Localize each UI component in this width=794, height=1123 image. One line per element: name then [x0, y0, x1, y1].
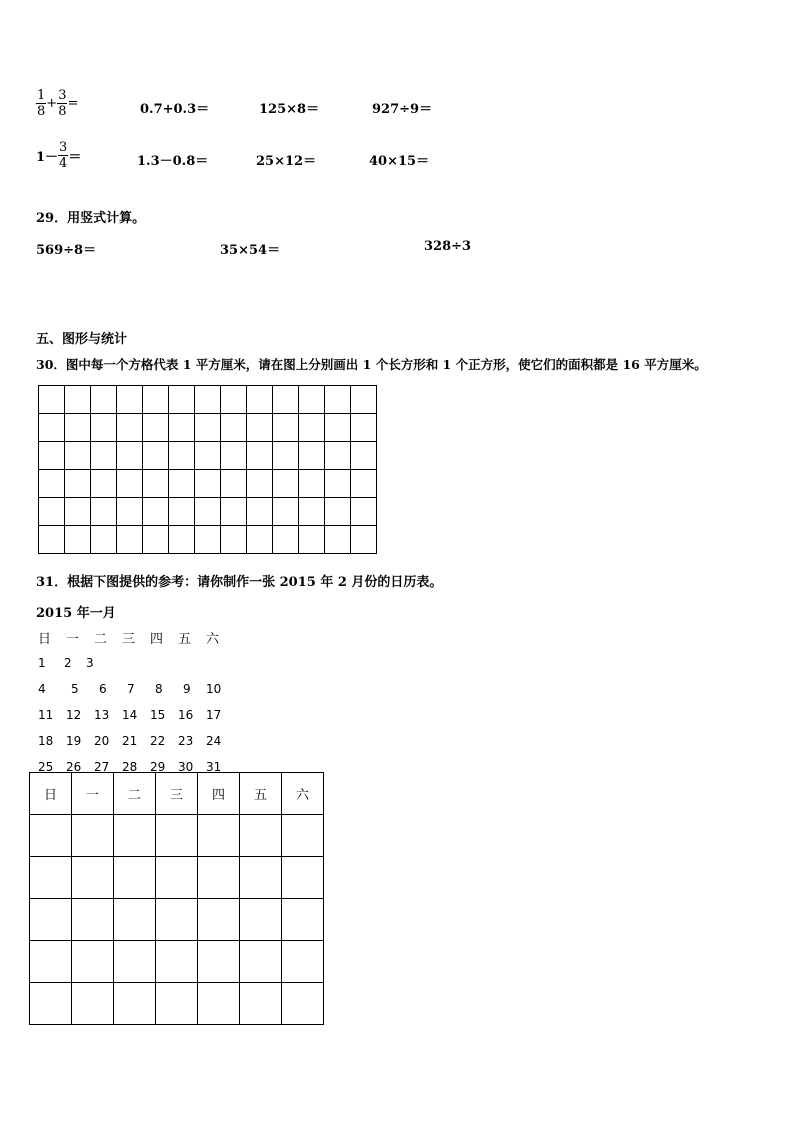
calendar-date-cell[interactable] [282, 941, 324, 983]
reference-date: 2 [64, 656, 72, 670]
grid-cell[interactable] [39, 414, 65, 442]
grid-cell[interactable] [65, 414, 91, 442]
grid-cell[interactable] [117, 470, 143, 498]
whole-number: 1－ [36, 150, 59, 165]
grid-cell[interactable] [325, 498, 351, 526]
calendar-weekday-cell: 六 [282, 773, 324, 815]
grid-row [39, 386, 377, 414]
grid-cell[interactable] [351, 470, 377, 498]
reference-weekday: 二 [94, 632, 108, 647]
calendar-row [30, 857, 324, 899]
grid-cell[interactable] [273, 414, 299, 442]
grid-cell[interactable] [299, 526, 325, 554]
grid-cell[interactable] [299, 414, 325, 442]
reference-date: 13 [94, 708, 110, 722]
reference-date: 22 [150, 734, 166, 748]
section-title: 五、图形与统计 [36, 332, 128, 347]
calc-row-2 [36, 140, 81, 171]
calendar-reference-title: 2015 年一月 [36, 606, 116, 621]
calendar-date-cell[interactable] [240, 941, 282, 983]
grid-cell[interactable] [221, 470, 247, 498]
grid-cell[interactable] [91, 386, 117, 414]
grid-cell[interactable] [325, 442, 351, 470]
grid-cell[interactable] [91, 414, 117, 442]
reference-weekday: 六 [206, 632, 220, 647]
calc-item: 25×12＝ [256, 154, 317, 169]
calendar-weekday-cell: 三 [156, 773, 198, 815]
calendar-date-cell[interactable] [30, 815, 72, 857]
reference-date: 8 [155, 682, 163, 696]
grid-cell[interactable] [351, 414, 377, 442]
grid-cell[interactable] [169, 414, 195, 442]
grid-cell[interactable] [247, 386, 273, 414]
vertical-calc-item: 35×54＝ [220, 243, 281, 258]
reference-weekday: 五 [178, 632, 192, 647]
reference-date: 9 [183, 682, 191, 696]
grid-cell[interactable] [143, 526, 169, 554]
grid-cell[interactable] [299, 386, 325, 414]
vertical-calc-item: 569÷8＝ [36, 243, 97, 258]
calendar-weekday-cell: 四 [198, 773, 240, 815]
calc-item: 927÷9＝ [372, 102, 433, 117]
calendar-weekday-cell: 五 [240, 773, 282, 815]
calendar-row [30, 941, 324, 983]
reference-date: 4 [38, 682, 46, 696]
calendar-date-cell[interactable] [72, 857, 114, 899]
grid-cell[interactable] [91, 442, 117, 470]
calendar-date-cell[interactable] [72, 899, 114, 941]
grid-cell[interactable] [39, 470, 65, 498]
grid-cell[interactable] [351, 386, 377, 414]
calendar-date-cell[interactable] [114, 941, 156, 983]
grid-cell[interactable] [325, 414, 351, 442]
reference-date: 21 [122, 734, 138, 748]
reference-weekday: 日 [38, 632, 52, 647]
grid-cell[interactable] [117, 498, 143, 526]
reference-date: 14 [122, 708, 138, 722]
grid-row [39, 442, 377, 470]
reference-date: 18 [38, 734, 54, 748]
reference-date: 1 [38, 656, 46, 670]
grid-row [39, 498, 377, 526]
reference-date: 10 [206, 682, 222, 696]
equals-sign: ＝ [68, 150, 82, 165]
calendar-date-cell[interactable] [240, 899, 282, 941]
grid-cell[interactable] [299, 442, 325, 470]
grid-cell[interactable] [195, 442, 221, 470]
calendar-date-cell[interactable] [72, 983, 114, 1025]
denominator: 4 [59, 156, 68, 171]
grid-cell[interactable] [143, 414, 169, 442]
reference-date: 11 [38, 708, 54, 722]
grid-cell[interactable] [65, 442, 91, 470]
grid-cell[interactable] [117, 526, 143, 554]
grid-cell[interactable] [195, 526, 221, 554]
calendar-date-cell[interactable] [114, 899, 156, 941]
grid-cell[interactable] [273, 498, 299, 526]
reference-weekday: 四 [150, 632, 164, 647]
calc-item: 40×15＝ [369, 154, 430, 169]
grid-cell[interactable] [169, 442, 195, 470]
grid-cell[interactable] [91, 498, 117, 526]
grid-cell[interactable] [247, 498, 273, 526]
grid-row [39, 470, 377, 498]
calendar-date-cell[interactable] [72, 815, 114, 857]
grid-cell[interactable] [65, 386, 91, 414]
grid-cell[interactable] [65, 526, 91, 554]
calendar-date-cell[interactable] [240, 857, 282, 899]
denominator: 8 [58, 104, 67, 119]
calendar-header-row [30, 773, 324, 815]
reference-date: 3 [86, 656, 94, 670]
grid-cell[interactable] [247, 414, 273, 442]
grid-cell[interactable] [273, 386, 299, 414]
grid-cell[interactable] [91, 470, 117, 498]
calendar-date-cell[interactable] [198, 899, 240, 941]
grid-cell[interactable] [325, 470, 351, 498]
reference-date: 5 [71, 682, 79, 696]
grid-cell[interactable] [39, 386, 65, 414]
calendar-weekday-cell: 二 [114, 773, 156, 815]
grid-cell[interactable] [273, 442, 299, 470]
reference-date: 15 [150, 708, 166, 722]
calendar-date-cell[interactable] [30, 899, 72, 941]
calendar-date-cell[interactable] [30, 857, 72, 899]
grid-cell[interactable] [299, 498, 325, 526]
grid-cell[interactable] [325, 386, 351, 414]
reference-date: 30 [178, 760, 194, 774]
grid-cell[interactable] [351, 498, 377, 526]
reference-date: 24 [206, 734, 222, 748]
grid-cell[interactable] [143, 386, 169, 414]
grid-cell[interactable] [247, 442, 273, 470]
numerator: 3 [59, 140, 68, 155]
calendar-date-cell[interactable] [156, 815, 198, 857]
reference-date: 17 [206, 708, 222, 722]
grid-row [39, 414, 377, 442]
question-29-title: 29．用竖式计算。 [36, 211, 146, 226]
grid-cell[interactable] [117, 386, 143, 414]
calc-item: 0.7+0.3＝ [140, 102, 210, 117]
calendar-row [30, 899, 324, 941]
question-31-title: 31．根据下图提供的参考：请你制作一张 2015 年 2 月份的日历表。 [36, 575, 443, 590]
grid-cell[interactable] [195, 386, 221, 414]
calendar-date-cell[interactable] [114, 983, 156, 1025]
grid-cell[interactable] [195, 414, 221, 442]
grid-cell[interactable] [143, 498, 169, 526]
calendar-date-cell[interactable] [114, 815, 156, 857]
reference-weekday: 三 [122, 632, 136, 647]
grid-cell[interactable] [221, 442, 247, 470]
calendar-date-cell[interactable] [156, 857, 198, 899]
reference-date: 28 [122, 760, 138, 774]
grid-cell[interactable] [247, 526, 273, 554]
calendar-date-cell[interactable] [282, 983, 324, 1025]
calendar-date-cell[interactable] [114, 857, 156, 899]
calendar-date-cell[interactable] [156, 983, 198, 1025]
grid-cell[interactable] [273, 526, 299, 554]
calendar-date-cell[interactable] [198, 857, 240, 899]
grid-row [39, 526, 377, 554]
grid-cell[interactable] [117, 442, 143, 470]
grid-cell[interactable] [169, 498, 195, 526]
calendar-date-cell[interactable] [198, 815, 240, 857]
grid-cell[interactable] [117, 414, 143, 442]
grid-cell[interactable] [195, 470, 221, 498]
grid-cell[interactable] [351, 526, 377, 554]
grid-cell[interactable] [169, 470, 195, 498]
square-grid[interactable] [38, 385, 377, 554]
calendar-date-cell[interactable] [282, 899, 324, 941]
calendar-date-cell[interactable] [72, 941, 114, 983]
february-calendar-table[interactable] [29, 772, 324, 1025]
calendar-date-cell[interactable] [30, 983, 72, 1025]
calendar-weekday-cell: 日 [30, 773, 72, 815]
grid-cell[interactable] [221, 414, 247, 442]
calendar-row [30, 815, 324, 857]
calendar-row [30, 983, 324, 1025]
reference-date: 19 [66, 734, 82, 748]
grid-cell[interactable] [299, 470, 325, 498]
operator: + [46, 96, 58, 111]
calc-row-1 [36, 88, 78, 119]
grid-cell[interactable] [39, 442, 65, 470]
grid-cell[interactable] [221, 526, 247, 554]
calendar-date-cell[interactable] [156, 941, 198, 983]
reference-date: 20 [94, 734, 110, 748]
grid-cell[interactable] [169, 526, 195, 554]
denominator: 8 [37, 104, 46, 119]
grid-cell[interactable] [143, 442, 169, 470]
calendar-weekday-cell: 一 [72, 773, 114, 815]
calendar-date-cell[interactable] [282, 815, 324, 857]
reference-date: 31 [206, 760, 222, 774]
calc-item: 125×8＝ [259, 102, 320, 117]
calendar-date-cell[interactable] [240, 983, 282, 1025]
reference-date: 29 [150, 760, 166, 774]
calendar-date-cell[interactable] [30, 941, 72, 983]
reference-date: 7 [127, 682, 135, 696]
reference-date: 12 [66, 708, 82, 722]
grid-cell[interactable] [325, 526, 351, 554]
reference-date: 23 [178, 734, 194, 748]
calendar-date-cell[interactable] [198, 941, 240, 983]
grid-cell[interactable] [195, 498, 221, 526]
grid-cell[interactable] [39, 526, 65, 554]
reference-date: 25 [38, 760, 54, 774]
calendar-date-cell[interactable] [156, 899, 198, 941]
calendar-date-cell[interactable] [198, 983, 240, 1025]
fraction [36, 88, 46, 119]
reference-date: 27 [94, 760, 110, 774]
grid-cell[interactable] [247, 470, 273, 498]
grid-cell[interactable] [65, 470, 91, 498]
grid-cell[interactable] [65, 498, 91, 526]
reference-date: 26 [66, 760, 82, 774]
grid-cell[interactable] [39, 498, 65, 526]
grid-cell[interactable] [143, 470, 169, 498]
vertical-calc-item: 328÷3 [424, 239, 472, 254]
numerator: 3 [58, 88, 67, 103]
fraction [57, 88, 67, 119]
grid-cell[interactable] [351, 442, 377, 470]
reference-weekday: 一 [66, 632, 80, 647]
grid-cell[interactable] [221, 386, 247, 414]
reference-date: 16 [178, 708, 194, 722]
numerator: 1 [37, 88, 46, 103]
question-30-title: 30．图中每一个方格代表 1 平方厘米，请在图上分别画出 1 个长方形和 1 个正方形，使它们的面积都是 16 平方厘米。 [36, 357, 707, 372]
calendar-date-cell[interactable] [240, 815, 282, 857]
grid-cell[interactable] [273, 470, 299, 498]
calendar-date-cell[interactable] [282, 857, 324, 899]
grid-cell[interactable] [91, 526, 117, 554]
equals-sign: = [67, 96, 79, 111]
calc-item: 1.3－0.8＝ [137, 154, 209, 169]
reference-date: 6 [99, 682, 107, 696]
grid-cell[interactable] [221, 498, 247, 526]
grid-cell[interactable] [169, 386, 195, 414]
fraction [58, 140, 68, 171]
